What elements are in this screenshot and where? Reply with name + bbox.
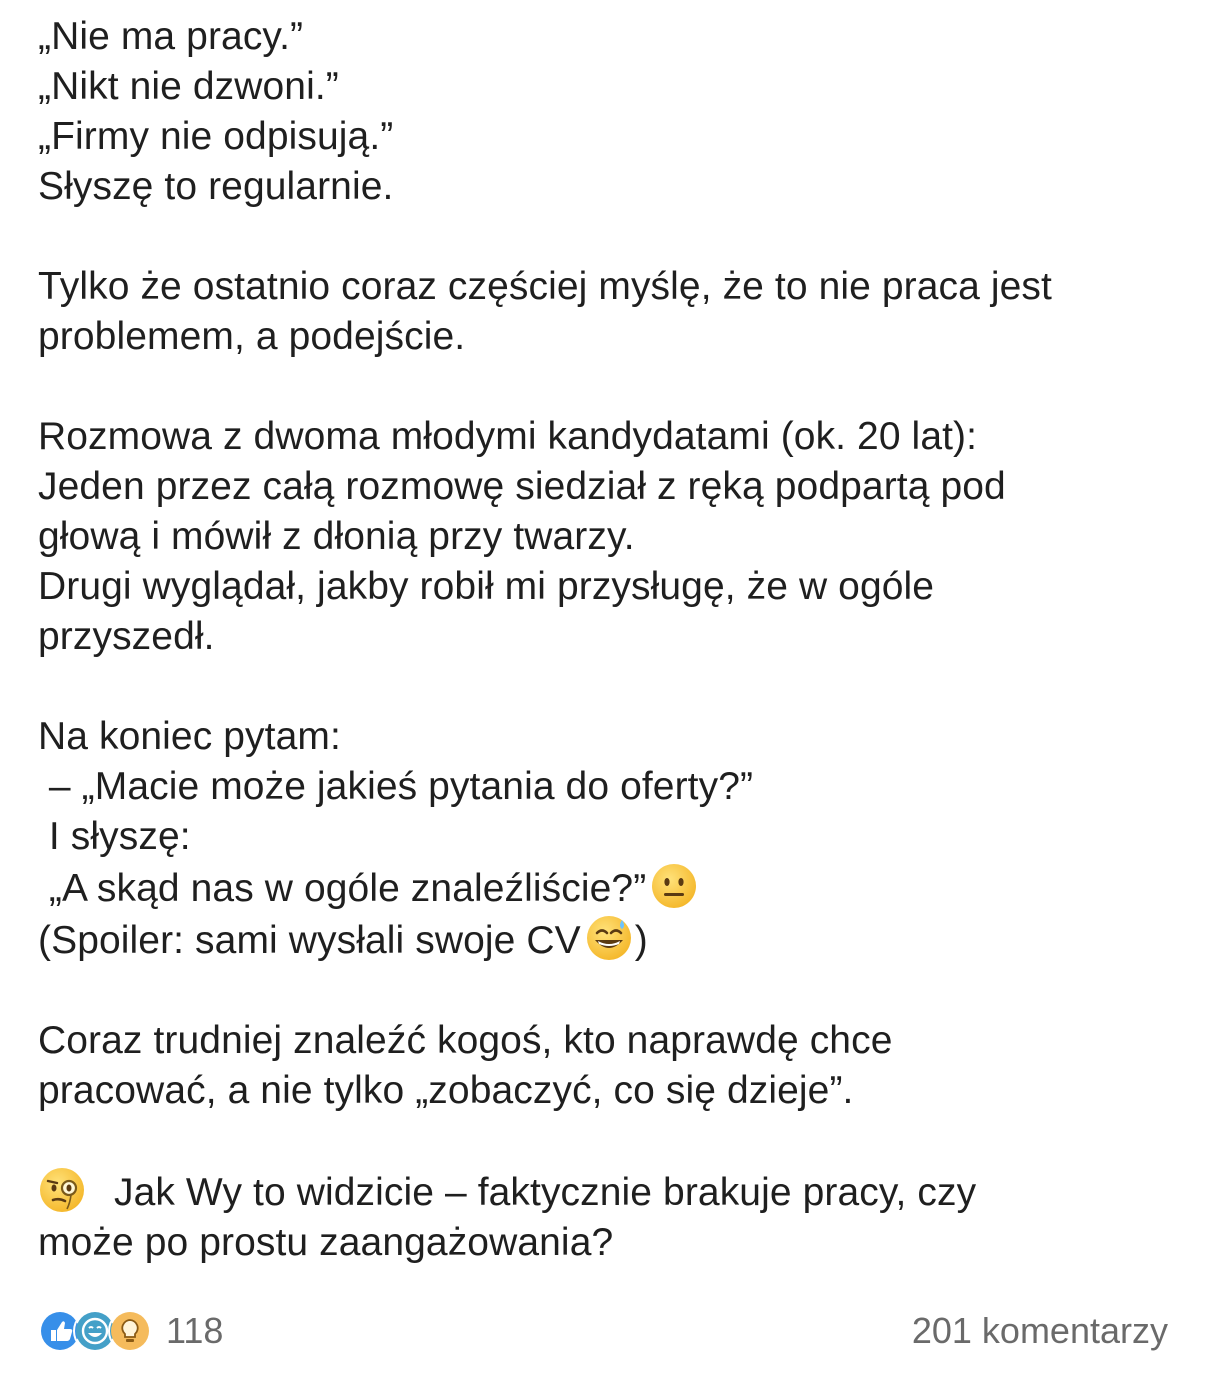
insightful-icon [108, 1309, 152, 1353]
neutral-face-icon [650, 862, 698, 910]
post-line: Tylko że ostatnio coraz częściej myślę, że to nie praca jest [38, 265, 1052, 308]
post-line: przyszedł. [38, 615, 215, 658]
comments-count-link[interactable]: 201 komentarzy [911, 1310, 1168, 1351]
post-line: – „Macie może jakieś pytania do oferty?” [38, 765, 754, 808]
post-line: może po prostu zaangażowania? [38, 1221, 614, 1264]
post-line: pracować, a nie tylko „zobaczyć, co się dzieje”. [38, 1069, 854, 1112]
paragraph-gap [38, 966, 1178, 1016]
post-text: „A skąd nas w ogóle znaleźliście?” [38, 867, 647, 910]
reaction-icons [38, 1309, 152, 1353]
paragraph-gap [38, 662, 1178, 712]
post-line-with-emoji [38, 1166, 1178, 1218]
post-line: Słyszę to regularnie. [38, 165, 394, 208]
post-text: Jak Wy to widzicie – faktycznie brakuje pracy, czy [114, 1171, 977, 1214]
post-line-with-emoji [38, 862, 1178, 914]
paragraph-gap [38, 362, 1178, 412]
paragraph-gap [38, 212, 1178, 262]
post-line: „Firmy nie odpisują.” [38, 115, 394, 158]
post-line: problemem, a podejście. [38, 315, 466, 358]
post-line: „Nikt nie dzwoni.” [38, 65, 339, 108]
post-line: I słyszę: [38, 815, 191, 858]
post-line: „Nie ma pracy.” [38, 15, 304, 58]
post-line-with-emoji [38, 914, 1178, 966]
post-line: głową i mówił z dłonią przy twarzy. [38, 515, 635, 558]
post-footer [38, 1307, 1168, 1355]
reactions-summary[interactable] [38, 1309, 223, 1353]
post-line: Na koniec pytam: [38, 715, 341, 758]
reaction-count[interactable]: 118 [166, 1310, 224, 1351]
monocle-face-icon [38, 1166, 86, 1214]
post-line: Jeden przez całą rozmowę siedział z ręką podpartą pod [38, 465, 1006, 508]
grinning-sweat-icon [585, 914, 633, 962]
post-text: (Spoiler: sami wysłali swoje CV [38, 919, 581, 962]
post-body [38, 12, 1178, 1268]
post-line: Coraz trudniej znaleźć kogoś, kto naprawdę chce [38, 1019, 893, 1062]
post-line: Rozmowa z dwoma młodymi kandydatami (ok. 20 lat): [38, 415, 978, 458]
paragraph-gap [38, 1116, 1178, 1166]
post-text: ) [634, 919, 648, 962]
post-line: Drugi wyglądał, jakby robił mi przysługę, że w ogóle [38, 565, 935, 608]
